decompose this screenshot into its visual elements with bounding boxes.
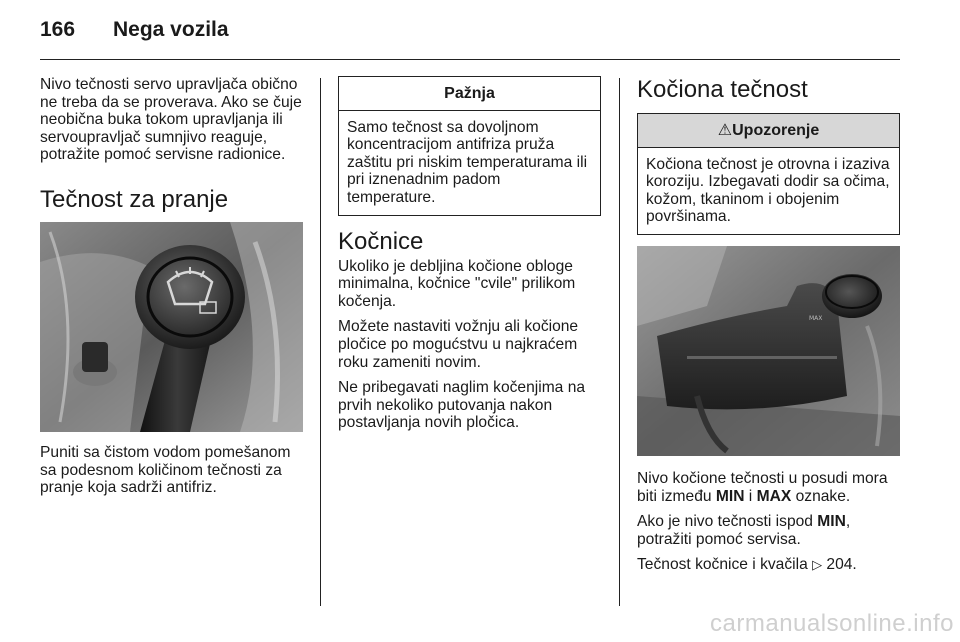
washer-fluid-heading: Tečnost za pranje: [40, 185, 229, 213]
brake-reservoir-photo: [637, 246, 900, 456]
reservoir-max-label: MAX: [809, 315, 823, 322]
below-min-paragraph: [637, 513, 900, 548]
column-2: [338, 76, 601, 440]
max-mark-label: MAX: [756, 487, 792, 505]
level-text-a: Nivo kočione tečnosti u posudi mora biti između: [637, 470, 888, 505]
brakes-paragraph-1: Ukoliko je debljina kočione obloge minimalna, kočnice "cvile" prilikom kočenja.: [338, 257, 576, 310]
chapter-title: Nega vozila: [113, 18, 229, 41]
brakes-paragraph-3: Ne pribegavati naglim kočenjima na prvih nekoliko putovanja nakon postavljanja novih pločica.: [338, 379, 586, 432]
below-min-text-c: potražiti pomoć servisa.: [637, 530, 801, 548]
column-1: [40, 76, 306, 214]
below-min-text-a: Ako je nivo tečnosti ispod: [637, 513, 818, 531]
level-text-and: i: [744, 487, 757, 505]
column-3: [637, 76, 900, 235]
steering-fluid-paragraph: Nivo tečnosti servo upravljača obično ne treba da se proverava. Ako se čuje neobična buka tokom upravljanja ili servoupravljač sumnjivo reaguje, potražite pomoć servisne radionice.: [40, 76, 302, 164]
column-divider-1: [320, 78, 321, 606]
warning-title-text: Upozorenje: [732, 122, 820, 139]
below-min-comma: ,: [845, 513, 851, 531]
page-number: 166: [40, 18, 76, 41]
brakes-heading: Kočnice: [338, 227, 424, 255]
reference-text: Tečnost kočnice i kvačila: [637, 556, 813, 574]
column-1-caption: [40, 444, 306, 505]
washer-fluid-caption: Puniti sa čistom vodom pomešanom sa podesnom količinom tečnosti za pranje koja sadrži antifriz.: [40, 444, 291, 497]
washer-reservoir-photo: [40, 222, 303, 432]
warning-box: [637, 113, 900, 235]
warning-text: Kočiona tečnost je otrovna i izaziva koroziju. Izbegavati dodir sa očima, kožom, tkaninom i obojenim površinama.: [646, 155, 890, 226]
watermark: carmanualsonline.info: [710, 610, 954, 637]
brake-fluid-heading: Kočiona tečnost: [637, 76, 808, 103]
notice-box: [338, 76, 601, 216]
below-min-mark: MIN: [817, 513, 846, 531]
header-rule: [40, 59, 900, 60]
page-header: [40, 18, 900, 58]
brake-level-paragraph: [637, 470, 900, 505]
reference-page: 204.: [822, 556, 857, 574]
brakes-paragraph-2: Možete nastaviti vožnju ali kočione pločice po mogućstvu u najkraćem roku zameniti novim.: [338, 318, 579, 371]
warning-title: [638, 114, 899, 148]
fluid-reference-paragraph: [637, 556, 900, 574]
warning-triangle-icon: ⚠: [717, 122, 733, 139]
level-text-b: oznake.: [791, 487, 851, 505]
min-mark-label: MIN: [715, 487, 745, 505]
column-3-text: [637, 470, 900, 582]
column-divider-2: [619, 78, 620, 606]
notice-title: Pažnja: [339, 77, 600, 111]
notice-text: Samo tečnost sa dovoljnom koncentracijom antifriza pruža zaštitu pri niskim temperaturama ili pri iznenadnim padom temperature.: [347, 118, 588, 206]
page-reference-arrow-icon: ▷: [812, 557, 823, 573]
